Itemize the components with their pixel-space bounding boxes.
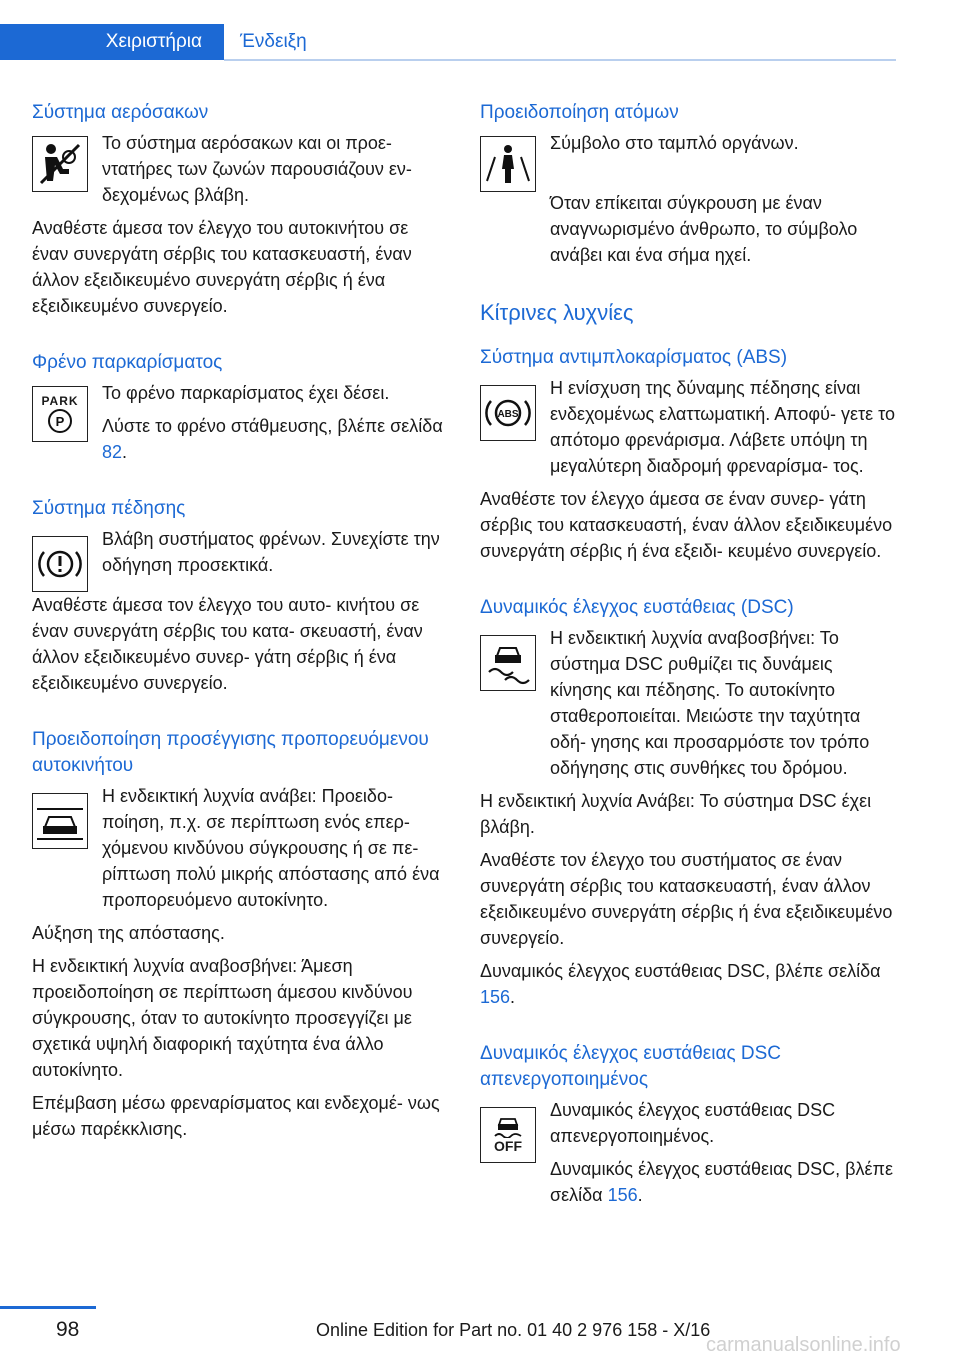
footer-rule [0,1306,96,1309]
section-title-parking-brake: Φρένο παρκαρίσματος [32,352,223,373]
tab-displays[interactable]: Ένδειξη [240,31,307,52]
airbag-row [32,130,448,215]
dsc-off-icon-label: OFF [494,1138,522,1154]
dsc-p3: Δυναμικός έλεγχος ευστάθειας DSC, βλέπε σελίδα 156. [480,961,881,1007]
pedestrian-icon [480,136,536,192]
pedestrian-row [480,130,896,192]
park-icon-label: PARK [41,394,79,408]
abs-icon-text: Η ενίσχυση της δύναμης πέδησης είναι ενδεχομένως ελαττωματική. Αποφύ- γετε το απότομο φρενάρισμα. Λάβετε υπόψη τη μεγαλύτερη διαδρομή φρεναρίσμα- τος. [550,378,895,476]
brake-warning-icon [32,536,88,592]
section-title-pedestrian-warning: Προειδοποίηση ατόμων [480,102,679,123]
parking-line1: Το φρένο παρκαρίσματος έχει δέσει. [102,383,390,403]
approach-p2: Η ενδεικτική λυχνία αναβοσβήνει: Άμεση προειδοποίηση σε περίπτωση άμεσου κινδύνου σύγκρουσης, όταν το αυτοκίνητο προσεγγίζει με σχετικά υψηλή διαφορική ταχύτητα ένα άλλο αυτοκίνητο. [32,956,413,1080]
dsc-off-icon [480,1107,536,1163]
brake-line1: Βλάβη συστήματος φρένων. Συνεχίστε την οδήγηση προσεκτικά. [102,529,440,575]
left-column [32,100,448,1149]
section-title-dsc-off: Δυναμικός έλεγχος ευστάθειας DSC απενεργοποιημένος [480,1043,782,1090]
section-title-dsc: Δυναμικός έλεγχος ευστάθειας (DSC) [480,597,794,618]
dsc-icon [480,635,536,691]
section-title-approach-warning: Προειδοποίηση προσέγγισης προπορευόμενου αυτοκινήτου [32,729,429,776]
section-title-yellow-lamps: Κίτρινες λυχνίες [480,300,634,325]
svg-text:P: P [55,414,65,429]
abs-icon [480,385,536,441]
car-ahead-icon [32,793,88,849]
page-number: 98 [56,1318,80,1341]
section-title-brake-system: Σύστημα πέδησης [32,498,186,519]
dsc-page-link[interactable]: 156 [480,987,511,1007]
parking-line2: Λύστε το φρένο στάθμευσης, βλέπε σελίδα 82. [102,416,443,462]
dsc-p1: Η ενδεικτική λυχνία Ανάβει: Το σύστημα DSC έχει βλάβη. [480,791,872,837]
edition-text: Online Edition for Part no. 01 40 2 976 158 - X/16 [316,1320,711,1340]
section-title-airbag: Σύστημα αερόσακων [32,102,209,123]
pedestrian-line1: Σύμβολο στο ταμπλό οργάνων. [550,133,799,153]
header-bar [0,0,960,62]
tab-controls[interactable]: Χειριστήρια [0,24,224,60]
airbag-icon-text: Το σύστημα αερόσακων και οι προε- ντατήρες των ζωνών παρουσιάζουν εν- δεχομένως βλάβη. [102,133,412,205]
dsc-icon-text: Η ενδεικτική λυχνία αναβοσβήνει: Το σύστημα DSC ρυθμίζει τις δυνάμεις κίνησης και πέδησης. Το αυτοκίνητο σταθεροποιείται. Μειώστε την ταχύτητα οδή- γησης και προσαρμόστε τον τρόπο οδήγησης στις συνθήκες του δρόμου. [550,628,870,778]
airbag-warning-icon [32,136,88,192]
parking-page-link[interactable]: 82 [102,442,123,462]
abs-row [480,375,896,486]
parking-row [32,380,448,472]
section-title-abs: Σύστημα αντιμπλοκαρίσματος (ABS) [480,347,788,368]
dsc-off-line2: Δυναμικός έλεγχος ευστάθειας DSC, βλέπε σελίδα 156. [550,1159,893,1205]
dsc-p2: Αναθέστε τον έλεγχο του συστήματος σε έναν συνεργάτη σέρβις του κατασκευαστή, έναν άλλον εξειδικευμένο συνεργάτη σέρβις ή ένα εξειδικευμένο συνεργείο. [480,850,893,948]
approach-p1: Αύξηση της απόστασης. [32,923,225,943]
header-divider [224,59,896,61]
pedestrian-line2-wrap [480,190,896,268]
approach-icon-text: Η ενδεικτική λυχνία ανάβει: Προειδο- ποίηση, π.χ. σε περίπτωση ενός επερ- χόμενου κινδύνου σύγκρουσης ή σε πε- ρίπτωση πολύ μικρής απόστασης από ένα προπορευόμενο αυτοκίνητο. [102,786,440,910]
airbag-text: Αναθέστε άμεσα τον έλεγχο του αυτοκινήτου σε έναν συνεργάτη σέρβις του κατασκευαστή, έναν άλλον εξειδικευμένο συνεργάτη σέρβις ή ένα εξειδικευμένο συνεργείο. [32,218,412,316]
dsc-off-row [480,1097,896,1215]
abs-icon-label: ABS [497,409,519,420]
dsc-off-page-link[interactable]: 156 [607,1185,638,1205]
right-column [480,100,896,1215]
approach-row [32,783,448,920]
brake-row [32,526,448,592]
watermark: carmanualsonline.info [706,1334,901,1356]
pedestrian-line2: Όταν επίκειται σύγκρουση με έναν αναγνωρισμένο άνθρωπο, το σύμβολο ανάβει και ένα σήμα ηχεί. [550,193,858,265]
dsc-off-line1: Δυναμικός έλεγχος ευστάθειας DSC απενεργοποιημένος. [550,1100,836,1146]
brake-line2: Αναθέστε άμεσα τον έλεγχο του αυτο- κινήτου σε έναν συνεργάτη σέρβις του κατα- σκευαστή, έναν άλλον εξειδικευμένο συνερ- γάτη σέρβις ή ένα εξειδικευμένο συνεργείο. [32,595,423,693]
parking-brake-icon [32,386,88,442]
dsc-row [480,625,896,788]
abs-p1: Αναθέστε τον έλεγχο άμεσα σε έναν συνερ- γάτη σέρβις του κατασκευαστή, έναν άλλον εξειδικευμένο συνεργάτη σέρβις ή ένα εξειδι- κευμένο συνεργείο. [480,489,893,561]
approach-p3: Επέμβαση μέσω φρεναρίσματος και ενδεχομέ- νως μέσω παρέκκλισης. [32,1093,440,1139]
